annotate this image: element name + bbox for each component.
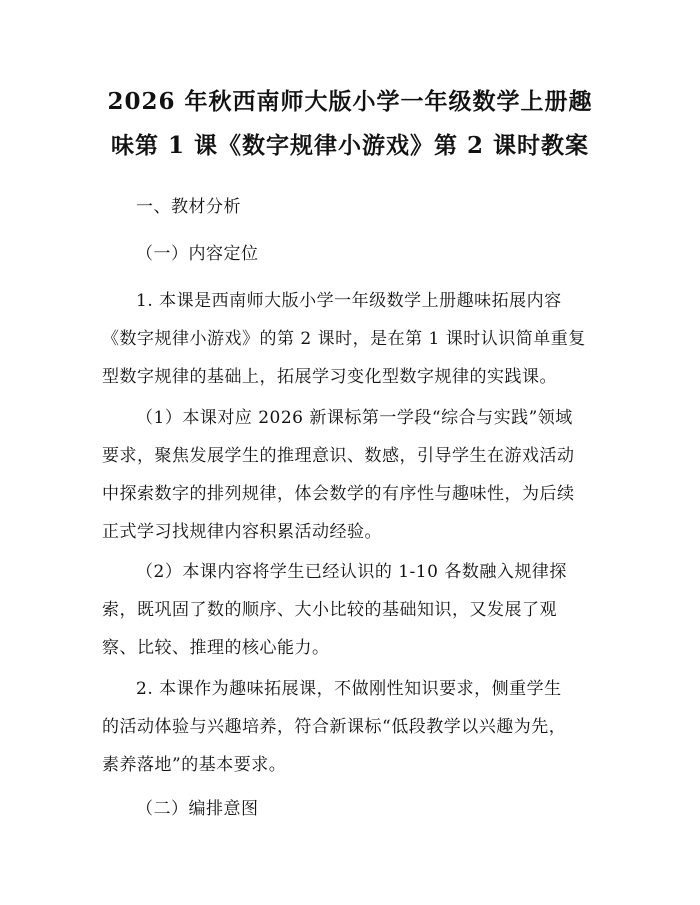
paragraph-line: 的活动体验与兴趣培养，符合新课标“低段教学以兴趣为先， xyxy=(102,717,567,737)
paragraph-line: 型数字规律的基础上，拓展学习变化型数字规律的实践课。 xyxy=(102,367,557,387)
paragraph-line: 正式学习找规律内容积累活动经验。 xyxy=(102,522,382,542)
subsection-heading-arrangement-intent xyxy=(102,790,602,828)
paragraph-line: 中探索数字的排列规律，体会数学的有序性与趣味性，为后续 xyxy=(102,484,575,504)
paragraph-line: 要求，聚焦发展学生的推理意识、数感，引导学生在游戏活动 xyxy=(102,446,575,466)
paragraph-line: 《数字规律小游戏》的第 2 课时，是在第 1 课时认识简单重复 xyxy=(102,329,586,349)
paragraph-line: 1. 本课是西南师大版小学一年级数学上册趣味拓展内容 xyxy=(136,291,562,311)
document-title-line-2: 味第 1 课《数字规律小游戏》第 2 课时教案 xyxy=(110,132,590,159)
subsection-heading-content-positioning xyxy=(102,235,602,273)
paragraph-line: 2. 本课作为趣味拓展课，不做刚性知识要求，侧重学生 xyxy=(136,679,562,699)
paragraph-3 xyxy=(102,553,602,667)
paragraph-line: 察、比较、推理的核心能力。 xyxy=(102,638,330,658)
paragraph-line: （2）本课内容将学生已经认识的 1-10 各数融入规律探 xyxy=(136,562,567,582)
paragraph-line: 素养落地”的基本要求。 xyxy=(102,755,287,775)
section-heading-textbook-analysis xyxy=(102,188,602,226)
section-heading-text: 一、教材分析 xyxy=(136,197,241,217)
paragraph-line: （1）本课对应 2026 新课标第一学段“综合与实践”领域 xyxy=(136,408,573,428)
document-title-line-1: 2026 年秋西南师大版小学一年级数学上册趣 xyxy=(107,88,593,115)
paragraph-4 xyxy=(102,670,602,784)
paragraph-2 xyxy=(102,399,602,551)
subsection-heading-text: （二）编排意图 xyxy=(136,799,259,819)
subsection-heading-text: （一）内容定位 xyxy=(136,244,259,264)
paragraph-line: 索，既巩固了数的顺序、大小比较的基础知识，又发展了观 xyxy=(102,600,557,620)
paragraph-1 xyxy=(102,282,602,396)
